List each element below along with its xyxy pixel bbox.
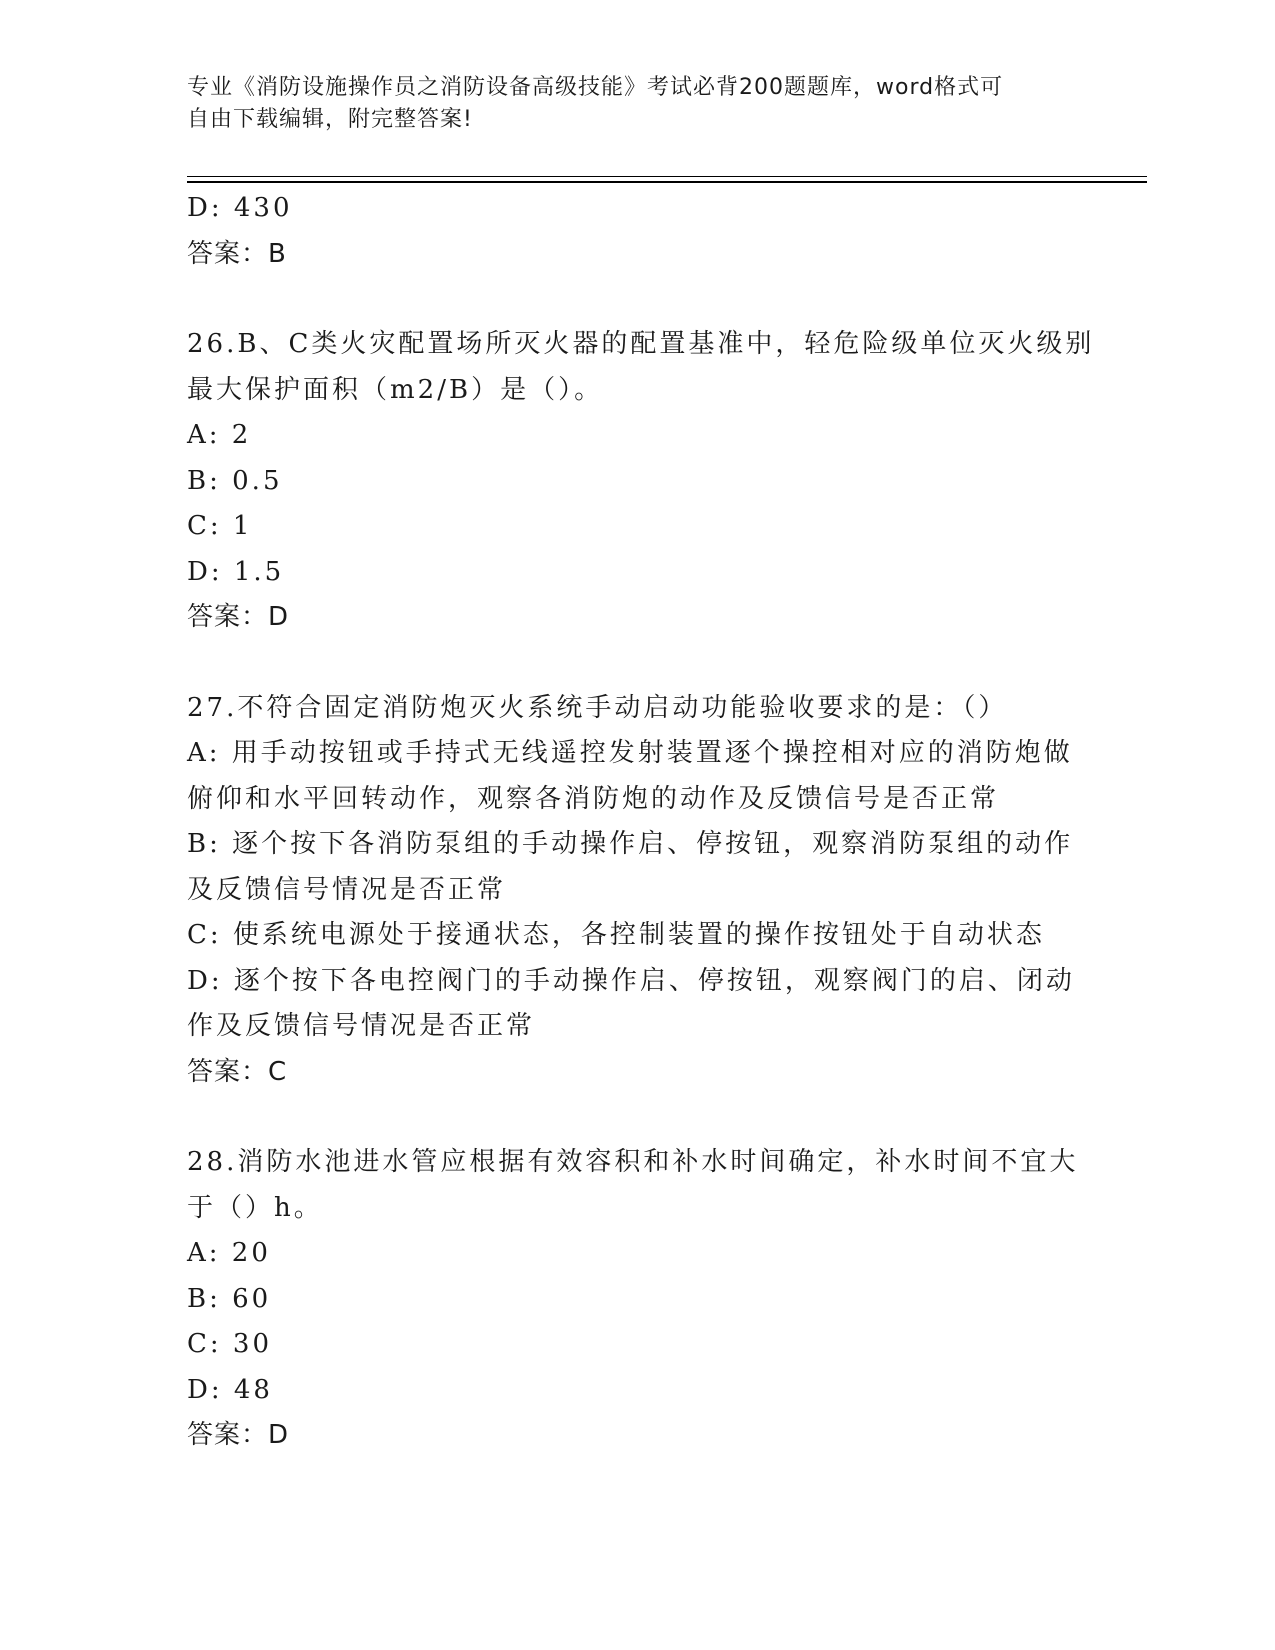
answer-line: 答案：B: [187, 238, 287, 269]
question-stem-cont: 最大保护面积（m2/B）是（）。: [187, 374, 604, 405]
option-b: B: 60: [187, 1283, 272, 1314]
question-stem: 28.消防水池进水管应根据有效容积和补水时间确定，补水时间不宜大: [187, 1147, 1079, 1177]
option-c: C: 使系统电源处于接通状态，各控制装置的操作按钮处于自动状态: [187, 920, 1045, 950]
question-stem: 26.B、C类火灾配置场所灭火器的配置基准中，轻危险级单位灭火级别: [187, 329, 1095, 359]
option-c: C: 30: [187, 1329, 273, 1359]
option-d: D: 48: [187, 1374, 273, 1405]
option-a: A: 2: [187, 420, 252, 450]
document-body: [187, 186, 1095, 1459]
answer-line: 答案：D: [187, 602, 290, 632]
question-25-tail: [187, 186, 1087, 277]
option-d: D: 逐个按下各电控阀门的手动操作启、停按钮，观察阀门的启、闭动: [187, 965, 1075, 996]
header-line-2: 自由下载编辑，附完整答案!: [187, 107, 473, 132]
question-28: [187, 1140, 1087, 1459]
header-divider-thin: [187, 176, 1147, 177]
option-b: B: 0.5: [187, 465, 283, 496]
header-divider-thick: [187, 181, 1147, 183]
option-a: A: 用手动按钮或手持式无线遥控发射装置逐个操控相对应的消防炮做: [187, 738, 1073, 768]
option-d-cont: 作及反馈信号情况是否正常: [187, 1011, 536, 1041]
document-header: [187, 72, 1067, 136]
answer-line: 答案：C: [187, 1056, 288, 1087]
header-line-1: 专业《消防设施操作员之消防设备高级技能》考试必背200题题库，word格式可: [187, 75, 1004, 100]
question-stem: 27.不符合固定消防炮灭火系统手动启动功能验收要求的是：（）: [187, 692, 1008, 723]
option-d: D: 430: [187, 193, 293, 223]
option-a-cont: 俯仰和水平回转动作，观察各消防炮的动作及反馈信号是否正常: [187, 783, 1000, 814]
answer-line: 答案：D: [187, 1420, 290, 1450]
option-d: D: 1.5: [187, 556, 285, 587]
question-stem-cont: 于（）h。: [187, 1192, 323, 1223]
question-27: [187, 686, 1087, 1096]
option-b-cont: 及反馈信号情况是否正常: [187, 874, 507, 905]
option-b: B: 逐个按下各消防泵组的手动操作启、停按钮，观察消防泵组的动作: [187, 829, 1074, 859]
option-c: C: 1: [187, 511, 253, 541]
option-a: A: 20: [187, 1238, 271, 1268]
question-26: [187, 322, 1095, 641]
